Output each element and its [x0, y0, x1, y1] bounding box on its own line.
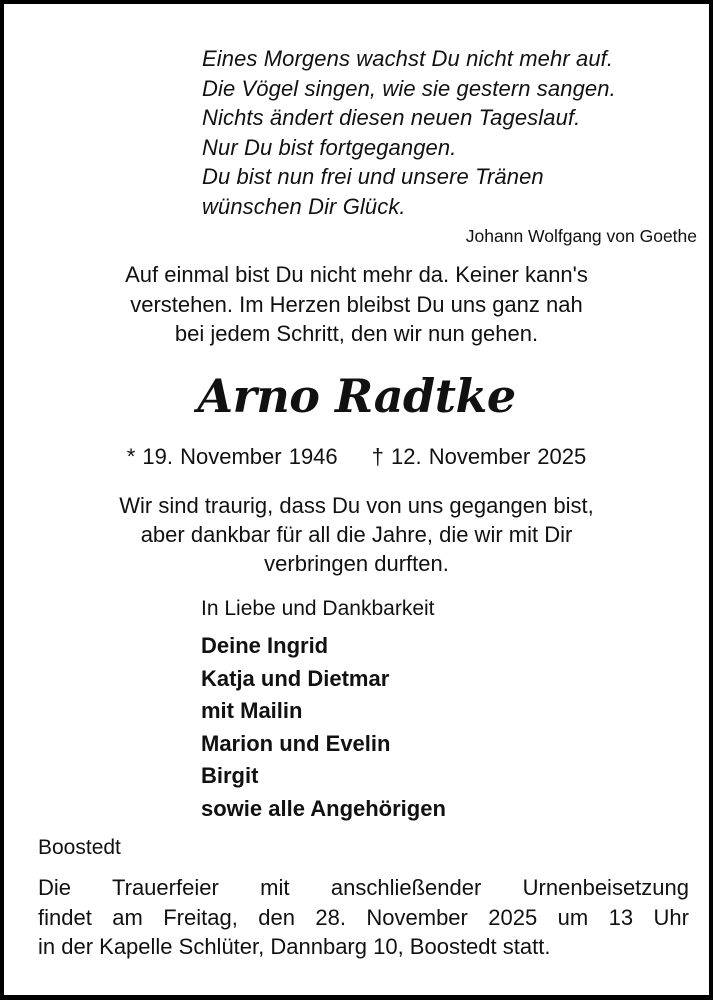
mourners-intro: In Liebe und Dankbarkeit: [201, 597, 435, 620]
thanks-line: Wir sind traurig, dass Du von uns gegangen bist,: [119, 493, 594, 518]
place: Boostedt: [38, 836, 121, 859]
life-dates: [4, 444, 709, 470]
poem-line: Nichts ändert diesen neuen Tageslauf.: [202, 105, 581, 130]
mourners-list: [201, 630, 446, 825]
thanks-line: aber dankbar für all die Jahre, die wir mit Dir: [140, 522, 573, 547]
ceremony-line: in der Kapelle Schlüter, Dannbarg 10, Boostedt statt.: [38, 934, 551, 959]
mourner-name: Deine Ingrid: [201, 633, 329, 658]
thanks-text: [4, 491, 709, 578]
verse: [4, 260, 709, 349]
ceremony-line: Die Trauerfeier mit anschließender Urnenbeisetzung: [38, 875, 689, 900]
thanks-line: verbringen durften.: [264, 551, 449, 576]
poem-line: wünschen Dir Glück.: [202, 193, 406, 219]
ceremony-info: [38, 873, 689, 962]
obituary-card: [4, 4, 709, 995]
mourner-name: Birgit: [201, 763, 259, 788]
poem: [202, 44, 616, 221]
death-date: † 12. November 2025: [371, 444, 587, 469]
mourner-name: sowie alle Angehörigen: [201, 795, 446, 821]
poem-line: Eines Morgens wachst Du nicht mehr auf.: [202, 46, 614, 71]
mourner-name: Katja und Dietmar: [201, 665, 390, 691]
poem-line: Du bist nun frei und unsere Tränen: [202, 164, 544, 189]
poem-author: Johann Wolfgang von Goethe: [465, 226, 697, 246]
ceremony-line: findet am Freitag, den 28. November 2025 um 13 Uhr: [38, 904, 689, 930]
poem-line: Nur Du bist fortgegangen.: [202, 134, 457, 160]
verse-line: Auf einmal bist Du nicht mehr da. Keiner kann's: [125, 262, 588, 287]
mourner-name: mit Mailin: [201, 698, 303, 723]
verse-line: bei jedem Schritt, den wir nun gehen.: [174, 321, 539, 346]
verse-line: verstehen. Im Herzen bleibst Du uns ganz nah: [130, 291, 583, 317]
birth-date: * 19. November 1946: [126, 444, 338, 469]
poem-line: Die Vögel singen, wie sie gestern sangen.: [202, 75, 616, 101]
deceased-name: Arno Radtke: [197, 369, 516, 423]
mourner-name: Marion und Evelin: [201, 730, 391, 756]
